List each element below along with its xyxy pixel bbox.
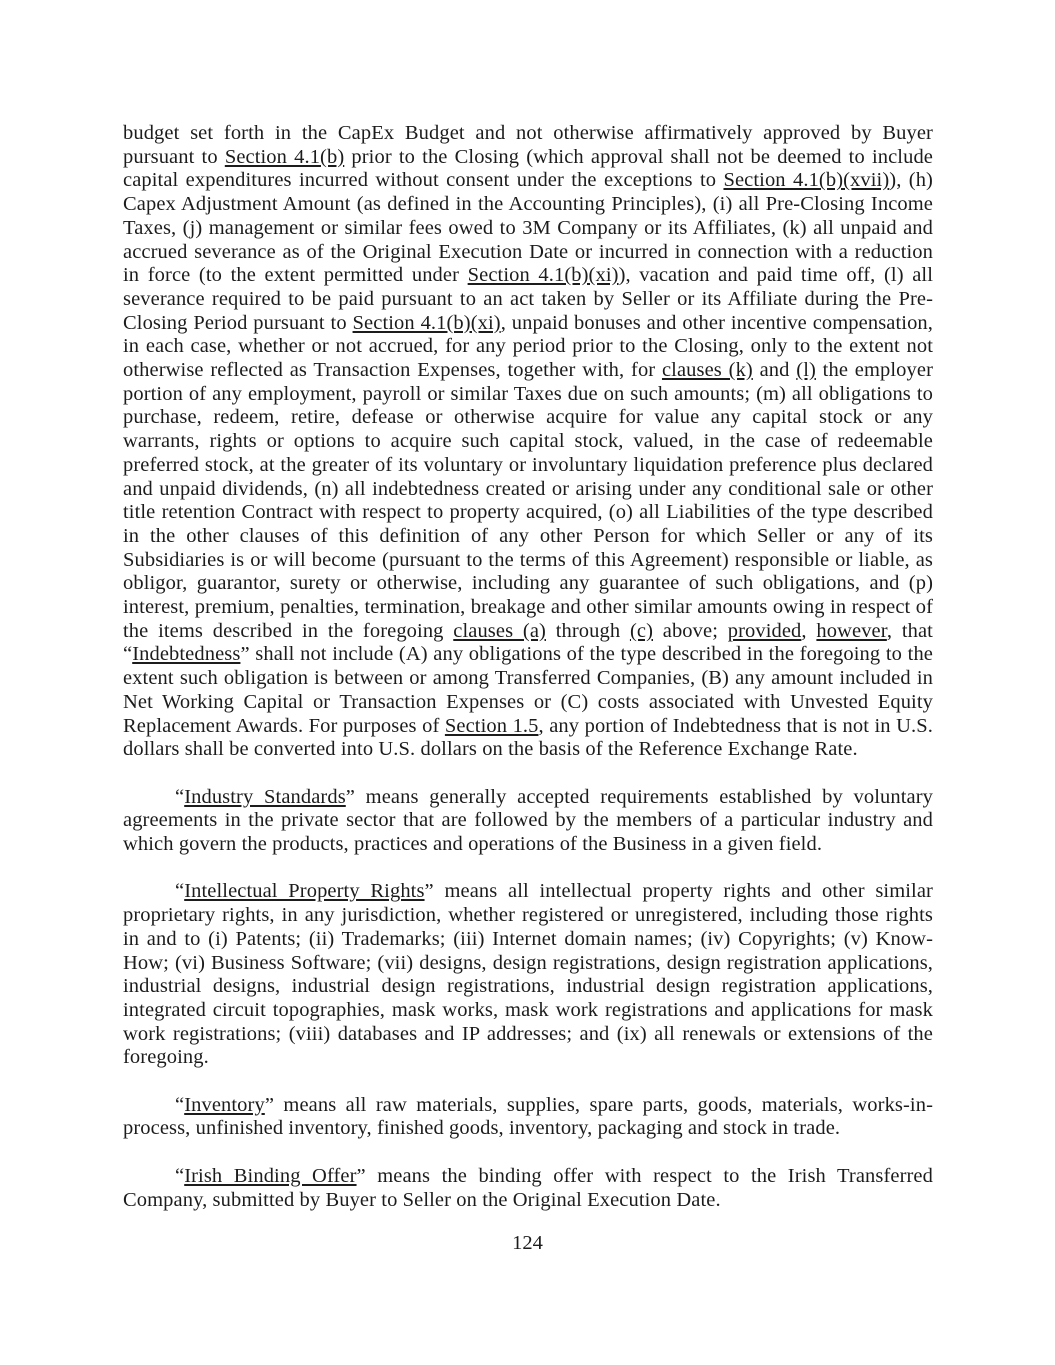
text-run: ” means the binding offer with respect to the Irish Transferred Company, submitted by Buyer to Seller on the Original Execution Date. [123,1164,933,1211]
defined-term-underlined: Inventory [184,1093,265,1116]
defined-term-underlined: clauses (k) [661,359,753,382]
paragraph-industry-standards [123,786,933,857]
document-body [123,122,933,1212]
text-run: , any portion of Indebtedness that is not in U.S. dollars shall be converted into U.S. dollars on the basis of the Reference Exchange Rate. [123,714,933,761]
defined-term-underlined: (c) [629,619,653,642]
text-run: and [752,359,797,382]
text-run: “ [175,785,185,808]
text-run: ” shall not include (A) any obligations of the type described in the foregoing to the extent such obligation is between or among Transferred Companies, (B) any amount included in Net Working Capital or Transaction Expenses or (C) costs associated with Unvested Equity Replacement Awards. For purposes of [123,643,933,737]
defined-term-underlined: clauses (a) [453,619,546,642]
text-run: ” means all raw materials, supplies, spare parts, goods, materials, works-in-process, unfinished inventory, finished goods, inventory, packaging and stock in trade. [123,1093,933,1140]
defined-term-underlined: Indebtedness [132,643,241,666]
paragraph-inventory [123,1094,933,1141]
text-run: above; [653,619,728,642]
text-run: “ [175,1093,185,1116]
defined-term-underlined: Section 4.1(b)(xvii) [723,169,890,192]
text-run: the employer portion of any employment, payroll or similar Taxes due on such amounts; (m) all obligations to purchase, redeem, retire, defease or otherwise acquire for value any capital stock or any warrants, rights or options to acquire such capital stock, valued, in the case of redeemable preferred stock, at the greater of its voluntary or involuntary liquidation preference plus declared and unpaid dividends, (n) all indebtedness created or arising under any conditional sale or other title retention Contract with respect to property acquired, (o) all Liabilities of the type described in the other clauses of this definition of any other Person for which Seller or any of its Subsidiaries is or will become (pursuant to the terms of this Agreement) responsible or liable, as obligor, guarantor, surety or otherwise, including any guarantee of such obligations, and (p) interest, premium, penalties, termination, breakage and other similar amounts owing in respect of the items described in the foregoing [123,359,933,642]
text-run: , that “ [123,619,933,666]
defined-term-underlined: provided [727,619,802,642]
defined-term-underlined: Section 4.1(b)(xi) [352,311,501,334]
page-number: 124 [512,1232,543,1254]
defined-term-underlined: Intellectual Property Rights [184,880,425,903]
defined-term-underlined: however [816,619,887,642]
text-run: “ [175,880,185,903]
text-run: ” means all intellectual property rights and other similar proprietary rights, in any jurisdiction, whether registered or unregistered, including those rights in and to (i) Patents; (ii) Trademarks; (iii) Internet domain names; (iv) Copyrights; (v) Know-How; (vi) Business Software; (vii) designs, design registrations, design registration applications, industrial designs, industrial design registrations, industrial design registration applications, integrated circuit topographies, mask works, mask work registrations and applications for mask work registrations; (viii) databases and IP addresses; and (ix) all renewals or extensions of the foregoing. [123,880,933,1069]
text-run: through [545,619,630,642]
text-run: prior to the Closing (which approval shall not be deemed to include capital expenditures incurred without consent under the exceptions to [123,145,933,192]
text-run: budget set forth in the CapEx Budget and not otherwise affirmatively approved by Buyer pursuant to [123,122,933,168]
defined-term-underlined: Section 4.1(b)(xi) [467,264,619,287]
paragraph-irish-binding-offer [123,1165,933,1212]
defined-term-underlined: Section 1.5 [444,714,539,737]
text-run: “ [175,1164,185,1187]
text-run: ), vacation and paid time off, (l) all severance required to be paid pursuant to an act taken by Seller or its Affiliate during the Pre-Closing Period pursuant to [123,264,934,334]
defined-term-underlined: Irish Binding Offer [184,1164,357,1187]
paragraph-intellectual-property-rights [123,880,933,1070]
defined-term-underlined: Industry Standards [184,785,346,808]
defined-term-underlined: (l) [796,359,816,382]
text-run: ), (h) Capex Adjustment Amount (as defined in the Accounting Principles), (i) all Pre-Closing Income Taxes, (j) management or similar fees owed to 3M Company or its Affiliates, (k) all unpaid and accrued severance as of the Original Execution Date or incurred in connection with a reduction in force (to the extent permitted under [123,169,933,287]
text-run: ” means generally accepted requirements established by voluntary agreements in the private sector that are followed by the members of a particular industry and which govern the products, practices and operations of the Business in a given field. [123,785,933,856]
text-run: , [801,619,817,642]
paragraph-indebtedness-continuation [123,122,933,762]
text-run: , unpaid bonuses and other incentive compensation, in each case, whether or not accrued, for any period prior to the Closing, only to the extent not otherwise reflected as Transaction Expenses, together with, for [123,311,933,382]
defined-term-underlined: Section 4.1(b) [224,145,345,168]
